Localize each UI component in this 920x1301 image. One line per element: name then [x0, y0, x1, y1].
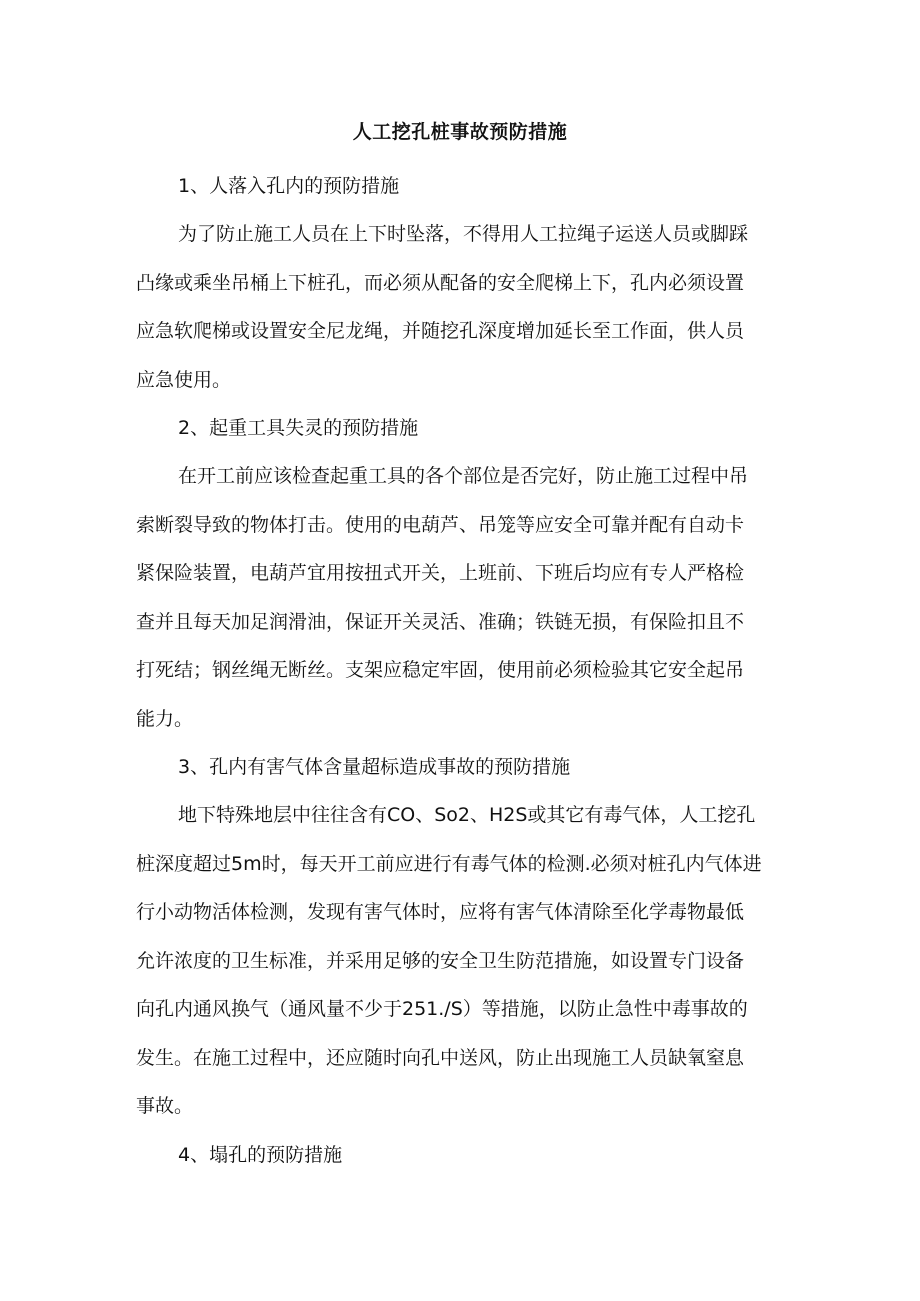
paragraph-line: 在开工前应该检查起重工具的各个部位是否完好，防止施工过程中吊: [178, 465, 749, 487]
paragraph-line: 为了防止施工人员在上下时坠落，不得用人工拉绳子运送人员或脚踩: [178, 223, 749, 245]
paragraph-line: 应急使用。: [136, 368, 232, 391]
section-heading-1: 1、人落入孔内的预防措施: [178, 175, 400, 197]
section-paragraph-3: [136, 791, 784, 1131]
paragraph-line: 行小动物活体检测，发现有害气体时，应将有害气体清除至化学毒物最低: [136, 901, 745, 923]
section-heading-2: 2、起重工具失灵的预防措施: [178, 417, 419, 439]
paragraph-line: 发生。在施工过程中，还应随时向孔中送风，防止出现施工人员缺氧窒息: [136, 1046, 745, 1069]
section-paragraph-1: [136, 210, 784, 404]
paragraph-line: 桩深度超过5m时，每天开工前应进行有毒气体的检测.必须对桩孔内气体进: [136, 852, 762, 875]
document-body: [136, 162, 784, 1179]
paragraph-line: 查并且每天加足润滑油，保证开关灵活、准确；铁链无损，有保险扣且不: [136, 610, 745, 633]
document-title: 人工挖孔桩事故预防措施: [352, 121, 568, 143]
section-heading-4: 4、塌孔的预防措施: [178, 1143, 343, 1166]
paragraph-line: 事故。: [136, 1095, 194, 1117]
paragraph-line: 允许浓度的卫生标准，并采用足够的安全卫生防范措施，如设置专门设备: [136, 949, 745, 972]
paragraph-line: 索断裂导致的物体打击。使用的电葫芦、吊笼等应安全可靠并配有自动卡: [136, 513, 745, 536]
paragraph-line: 凸缘或乘坐吊桶上下桩孔，而必须从配备的安全爬梯上下，孔内必须设置: [136, 271, 745, 294]
paragraph-line: 能力。: [136, 707, 194, 730]
paragraph-line: 地下特殊地层中往往含有CO、So2、H2S或其它有毒气体，人工挖孔: [178, 804, 756, 826]
paragraph-line: 紧保险装置，电葫芦宜用按扭式开关，上班前、下班后均应有专人严格检: [136, 562, 745, 584]
section-heading-3: 3、孔内有害气体含量超标造成事故的预防措施: [178, 756, 571, 778]
paragraph-line: 应急软爬梯或设置安全尼龙绳，并随挖孔深度增加延长至工作面，供人员: [136, 320, 745, 342]
paragraph-line: 向孔内通风换气（通风量不少于251./S）等措施，以防止急性中毒事故的: [136, 998, 748, 1020]
section-paragraph-2: [136, 452, 784, 743]
paragraph-line: 打死结；钢丝绳无断丝。支架应稳定牢固，使用前必须检验其它安全起吊: [136, 659, 745, 681]
